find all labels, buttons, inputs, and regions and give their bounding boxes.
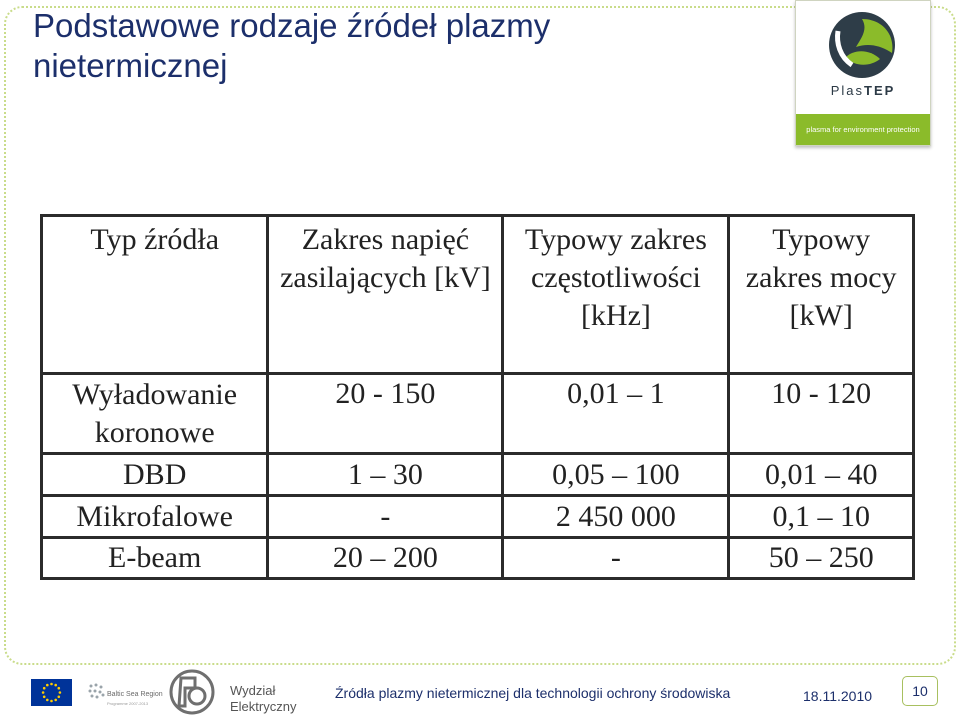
logo-word-part1: Plas [830,83,864,98]
table-row [42,454,914,496]
cell-frequency: 0,01 – 1 [503,374,729,454]
eu-flag-icon [31,679,72,706]
slide-title: Podstawowe rodzaje źródeł plazmy nietermicznej [33,7,551,84]
cell-power: 50 – 250 [729,538,914,579]
cell-frequency: 2 450 000 [503,496,729,538]
page-number: 10 [902,676,938,706]
header-voltage-range: Zakres napięć zasilających [kV] [268,216,503,374]
header-power-range: Typowy zakres mocy [kW] [729,216,914,374]
faculty-line2: Elektryczny [230,699,297,714]
table-row [42,538,914,579]
cell-source-type: Mikrofalowe [42,496,268,538]
cell-power: 0,01 – 40 [729,454,914,496]
table-row [42,496,914,538]
cell-voltage: 20 - 150 [268,374,503,454]
plastep-leaf-logo-icon [796,1,930,83]
logo-wordmark [796,83,930,98]
cell-power: 10 - 120 [729,374,914,454]
logo-word-part2: TEP [864,83,896,98]
cell-frequency: 0,05 – 100 [503,454,729,496]
footer-title: Źródła plazmy nietermicznej dla technologii ochrony środowiska [335,685,731,701]
plastep-logo [795,0,931,146]
baltic-sea-region-logo [85,674,163,710]
logo-tagline: plasma for environment protection [796,114,930,145]
cell-voltage: 1 – 30 [268,454,503,496]
faculty-emblem-icon [167,668,217,716]
header-source-type: Typ źródła [42,216,268,374]
cell-power: 0,1 – 10 [729,496,914,538]
cell-source-type: Wyładowanie koronowe [42,374,268,454]
faculty-line1: Wydział [230,683,276,698]
faculty-name [230,683,296,715]
cell-source-type: E-beam [42,538,268,579]
bsr-sublabel: Programme 2007-2013 [107,701,149,706]
cell-frequency: - [503,538,729,579]
table-header-row [42,216,914,374]
cell-source-type: DBD [42,454,268,496]
baltic-dots-icon [87,682,107,702]
footer-date: 18.11.2010 [803,688,873,704]
cell-voltage: 20 – 200 [268,538,503,579]
bsr-label: Baltic Sea Region [107,691,163,698]
eu-stars-icon [31,679,72,706]
plasma-sources-table [40,214,915,580]
header-frequency-range: Typowy zakres częstotliwości [kHz] [503,216,729,374]
table-row [42,374,914,454]
cell-voltage: - [268,496,503,538]
